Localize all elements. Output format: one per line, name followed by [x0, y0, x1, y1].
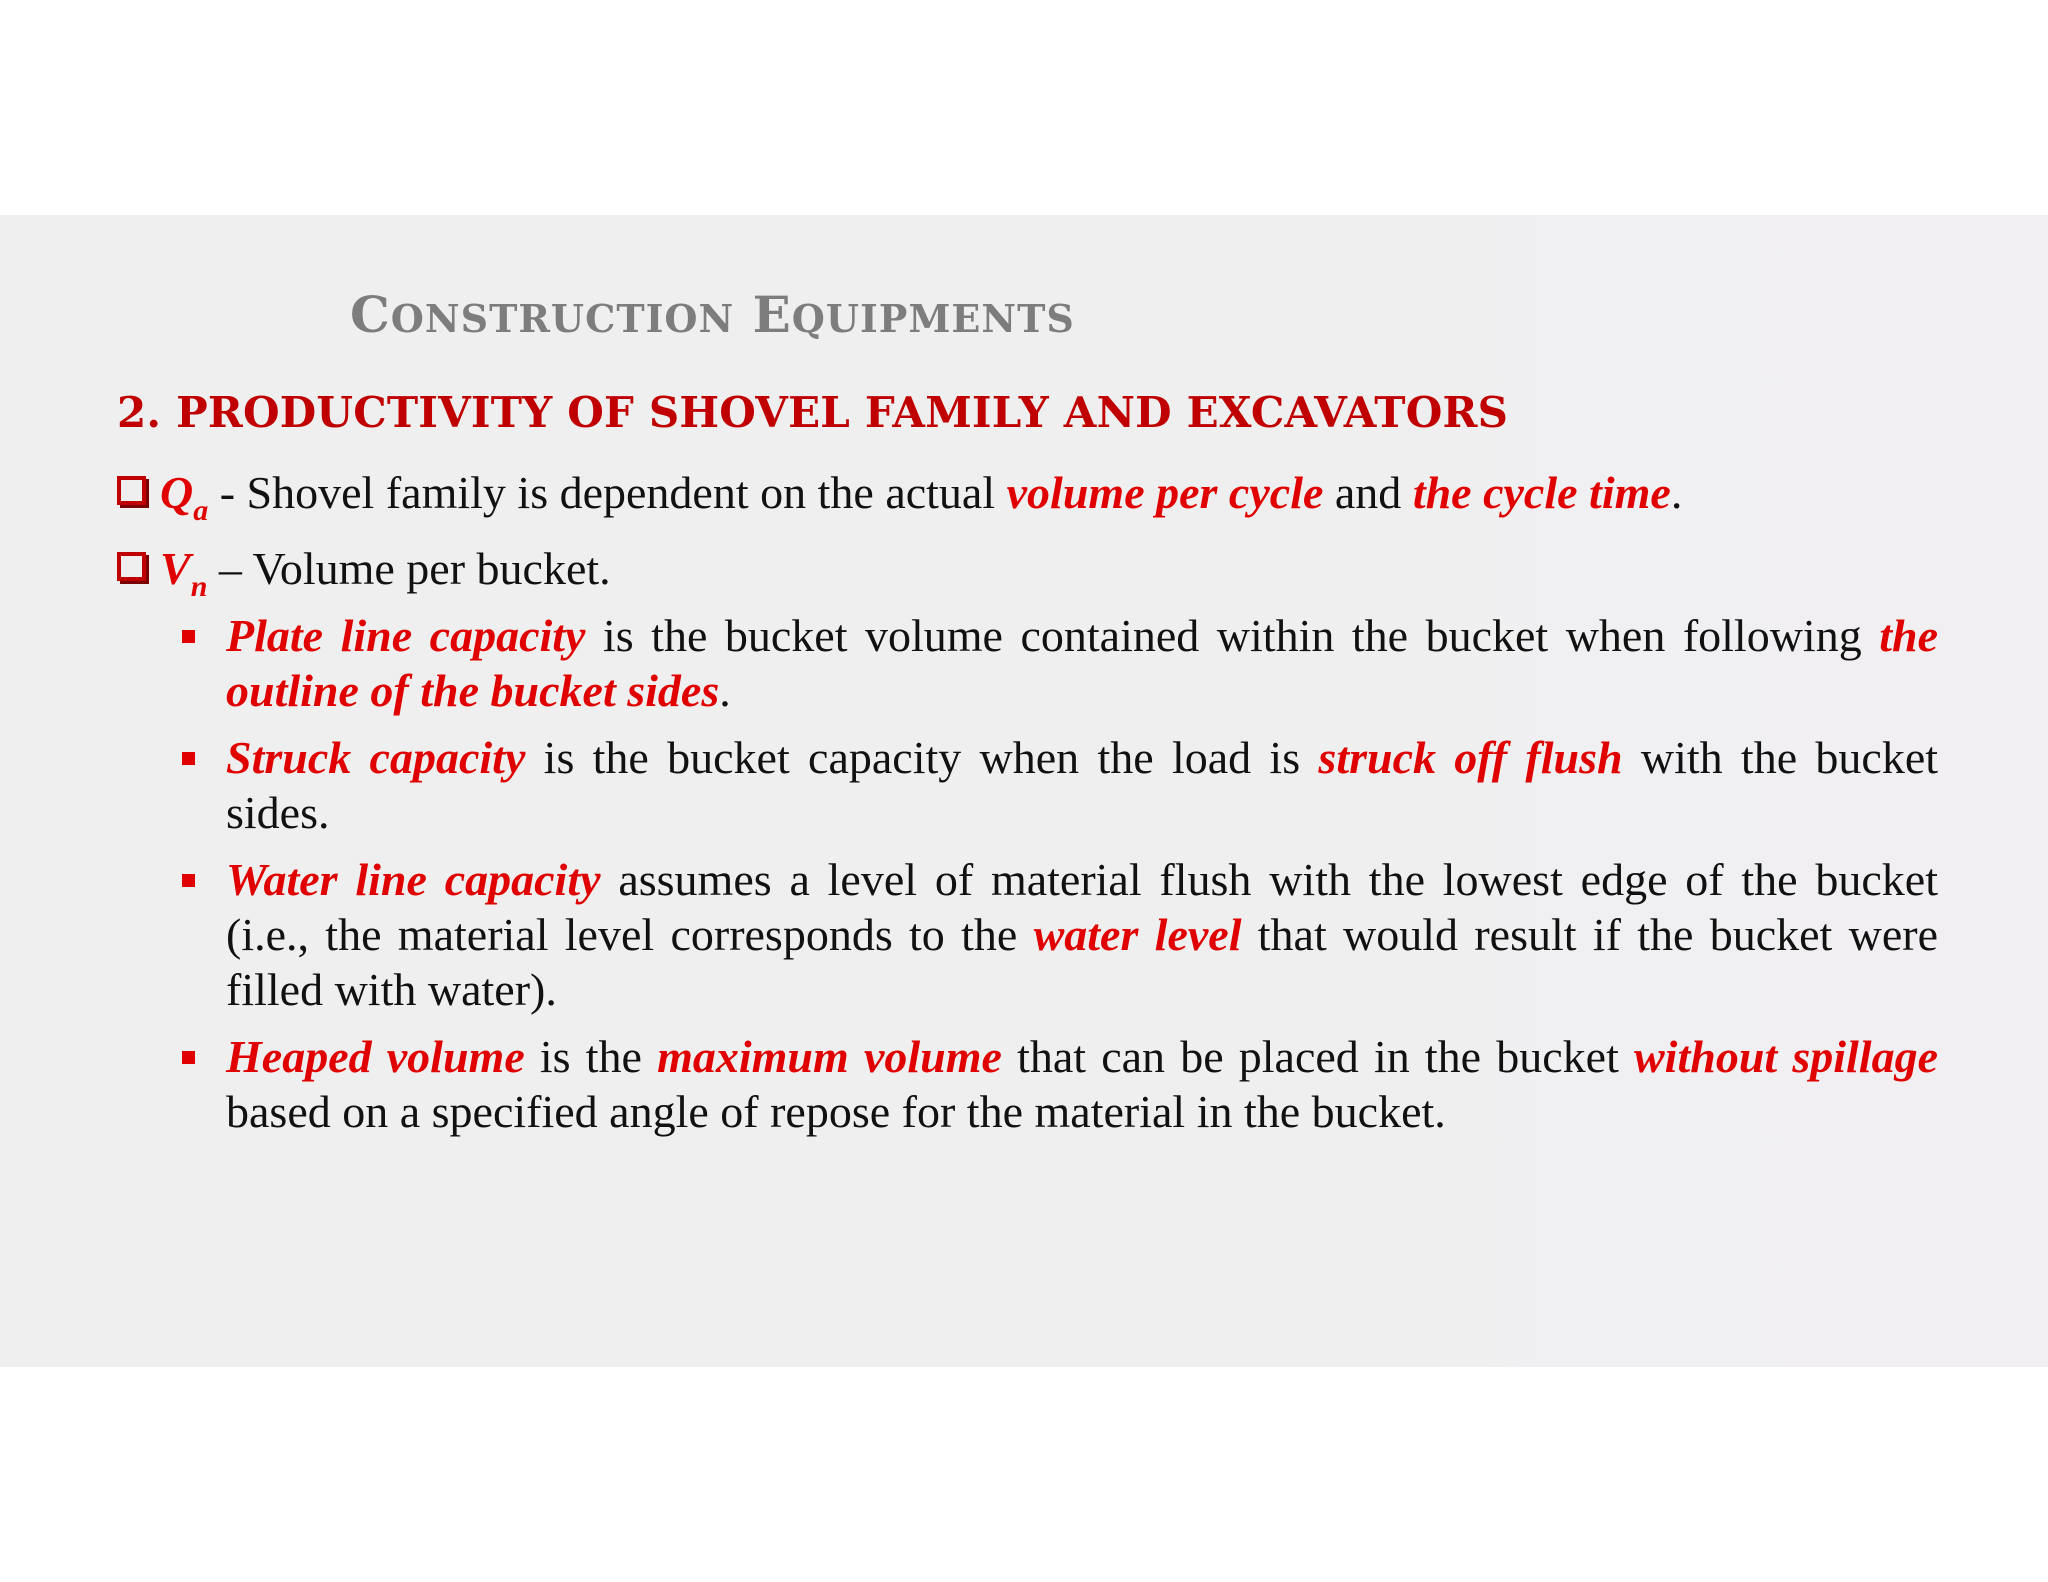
- square-bullet-icon: [182, 630, 195, 643]
- square-bullet-icon: [182, 874, 195, 887]
- bullet-water-line-capacity: Water line capacity assumes a level of material flush with the lowest edge of the bucket (i.e., the material level corresponds to the water level that would result if the bucket were filled with water).: [182, 852, 1938, 1017]
- bullet-heaped-volume: Heaped volume is the maximum volume that can be placed in the bucket without spillage based on a specified angle of repose for the material in the bucket.: [182, 1029, 1938, 1139]
- checkbox-square-icon: [117, 552, 146, 581]
- deck-title: CONSTRUCTION EQUIPMENTS: [350, 285, 1075, 344]
- item-qa: $Q_a$ - Shovel family is dependent on the actual volume per cycle and the cycle time.: [117, 466, 1682, 528]
- slide-heading: 2. PRODUCTIVITY OF SHOVEL FAMILY AND EXCAVATORS: [117, 388, 1509, 437]
- symbol-vn: $V_n$: [160, 543, 208, 603]
- square-bullet-icon: [182, 1051, 195, 1064]
- capacity-bullet-list: [182, 608, 1938, 1151]
- bullet-struck-capacity: Struck capacity is the bucket capacity when the load is struck off flush with the bucket sides.: [182, 730, 1938, 840]
- item-vn: $V_n$ – Volume per bucket.: [117, 542, 611, 604]
- square-bullet-icon: [182, 752, 195, 765]
- checkbox-square-icon: [117, 476, 146, 505]
- bullet-plate-line-capacity: Plate line capacity is the bucket volume contained within the bucket when following the outline of the bucket sides.: [182, 608, 1938, 718]
- symbol-qa: $Q_a$: [160, 467, 209, 527]
